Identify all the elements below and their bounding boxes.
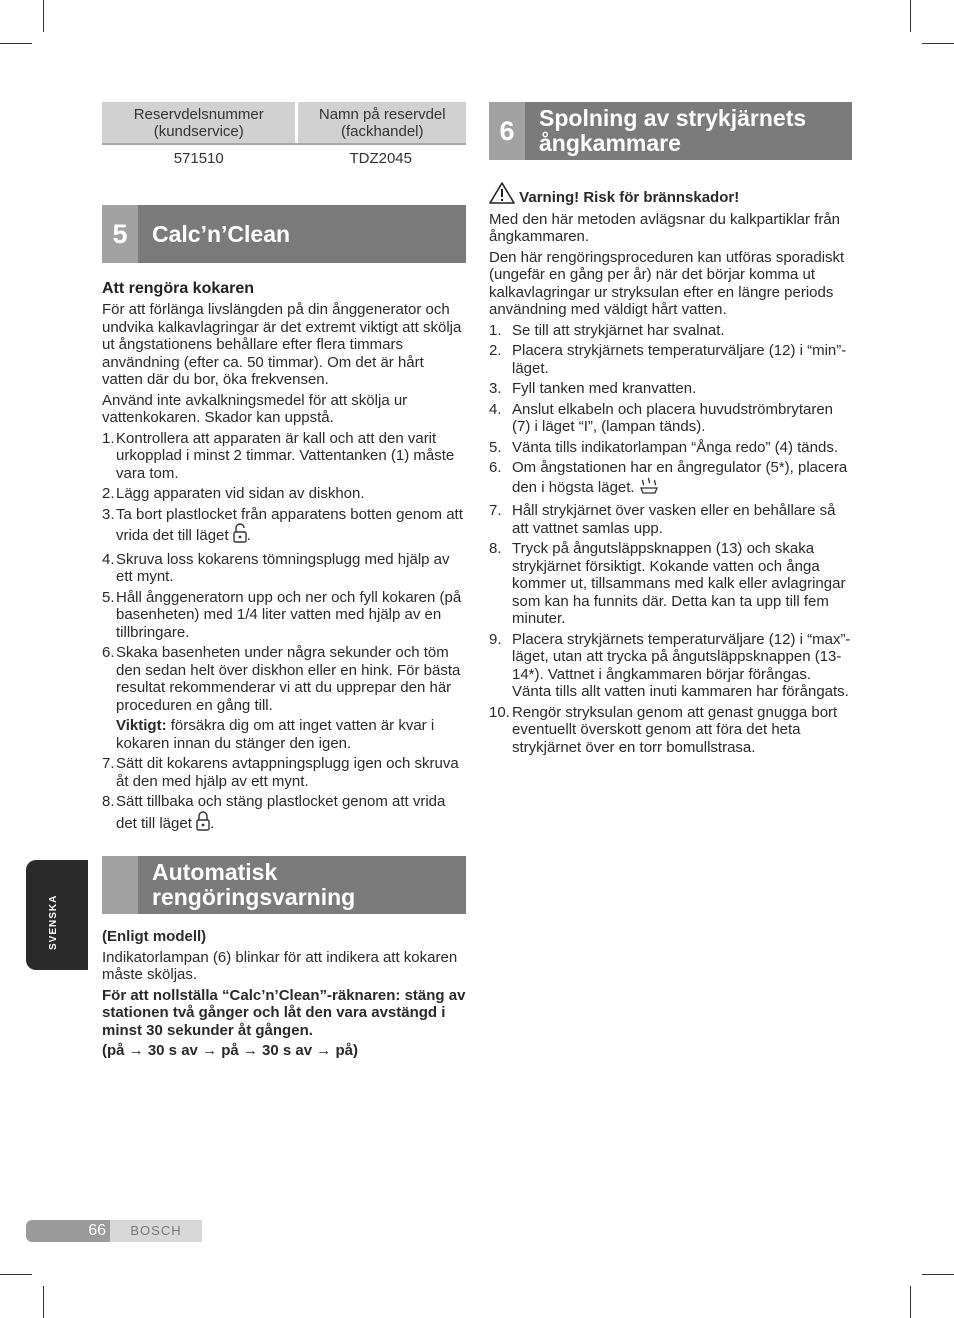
model-note: (Enligt modell)	[102, 928, 207, 945]
list-item: 6. Skaka basenheten under några sekunder och töm den sedan helt över diskhon eller en hink. För bästa resultat rekommenderar vi att du upprepar den här proceduren en gång till. Viktigt: försäkra dig om att inget vatten är kvar i kokaren innan du stänger den igen.	[102, 644, 461, 752]
list-item: 7. Håll strykjärnet över vasken eller en behållare så att vattnet samlas upp.	[489, 502, 836, 537]
warning-icon	[489, 182, 515, 209]
list-item: 7. Sätt dit kokarens avtappningsplugg igen och skruva åt den med hjälp av ett mynt.	[102, 755, 459, 790]
parts-header-number: Reservdelsnummer (kundservice)	[102, 102, 295, 143]
important-label: Viktigt:	[116, 717, 167, 734]
paragraph: Med den här metoden avlägsnar du kalkpartiklar från ångkammaren.	[489, 210, 841, 245]
paragraph: Den här rengöringsproceduren kan utföras sporadiskt (ungefär en gång per år) när det börjar komma ut kalkavlagringar ur stryksulan efter en längre periods användning med väldigt hårt vatten.	[489, 248, 845, 318]
crop-mark	[0, 43, 32, 44]
crop-mark	[922, 1274, 954, 1275]
list-item: 5. Vänta tills indikatorlampan “Ånga redo” (4) tänds.	[489, 438, 839, 456]
parts-header-name: Namn på reservdel (fackhandel)	[295, 102, 466, 143]
flushing-steps	[489, 322, 852, 757]
important-text: försäkra dig om att inget vatten är kvar i kokaren innan du stänger den igen.	[116, 717, 435, 752]
parts-cell-name: TDZ2045	[295, 143, 466, 168]
unlock-icon	[233, 523, 247, 548]
right-column	[489, 102, 852, 759]
list-item: 2. Lägg apparaten vid sidan av diskhon.	[102, 485, 365, 502]
list-item: 4. Skruva loss kokarens tömningsplugg med hjälp av ett mynt.	[102, 550, 450, 585]
list-item: 8. Tryck på ångutsläppsknappen (13) och skaka strykjärnet försiktigt. Kokande vatten och ånga kommer ut, tillsammans med kalk eller avlagringar som kan ha funnits där. Detta kan ta upp till fem minuter.	[489, 540, 846, 627]
reset-instructions: För att nollställa “Calc’n’Clean”-räknaren: stäng av stationen två gånger och låt den vara avstängd i minst 30 sekunder åt gången.	[102, 986, 466, 1039]
section-title: Automatisk rengöringsvarning	[152, 859, 356, 910]
list-item: 1. Se till att strykjärnet har svalnat.	[489, 321, 725, 339]
section-number-placeholder	[102, 856, 138, 914]
list-item: 2. Placera strykjärnets temperaturväljare (12) i “min”-läget.	[489, 342, 847, 377]
crop-mark	[922, 43, 954, 44]
list-item: 4. Anslut elkabeln och placera huvudströmbrytaren (7) i läget “I”, (lampan tänds).	[489, 400, 834, 435]
crop-mark	[43, 0, 44, 32]
section-number: 6	[489, 102, 525, 160]
page-number: 66	[26, 1220, 110, 1242]
reset-sequence: (på → 30 s av → på → 30 s av → på)	[102, 1042, 358, 1059]
language-tab	[26, 860, 88, 970]
crop-mark	[43, 1286, 44, 1318]
list-item: 10. Rengör stryksulan genom att genast gnugga bort eventuellt överskott genom att föra det heta strykjärnet över en torr bomullstrasa.	[489, 703, 838, 756]
list-item: 8. Sätt tillbaka och stäng plastlocket genom att vrida det till läget .	[102, 793, 466, 835]
auto-section-header	[102, 856, 466, 914]
parts-cell-number: 571510	[102, 143, 295, 168]
list-item: 3. Fyll tanken med kranvatten.	[489, 380, 697, 397]
language-label: SVENSKA	[48, 894, 59, 950]
page-footer	[26, 1220, 202, 1242]
brand-label: BOSCH	[110, 1220, 202, 1242]
list-item: 3. Ta bort plastlocket från apparatens botten genom att vrida det till läget .	[102, 506, 466, 548]
paragraph: För att förlänga livslängden på din ånggenerator och undvika kalkavlagringar är det extremt viktigt att skölja ut ångstationens behållare efter flera timmars användning (efter ca. 50 timmar). Om det är hårt vatten där du bor, öka frekvensen.	[102, 301, 462, 388]
spare-parts-table	[102, 102, 466, 168]
crop-mark	[910, 0, 911, 32]
steam-max-icon	[639, 477, 659, 500]
paragraph: Använd inte avkalkningsmedel för att skölja ur vattenkokaren. Skador kan uppstå.	[102, 391, 408, 426]
section-5-header	[102, 205, 466, 263]
list-item: 6. Om ångstationen har en ångregulator (5*), placera den i högsta läget.	[489, 459, 852, 499]
cleaning-steps	[102, 430, 466, 836]
warning-text: Varning! Risk för brännskador!	[519, 189, 740, 206]
crop-mark	[910, 1286, 911, 1318]
left-column	[102, 102, 466, 1063]
lock-icon	[196, 811, 210, 836]
subheading: Att rengöra kokaren	[102, 280, 255, 297]
section-title: Spolning av strykjärnets ångkammare	[539, 105, 807, 156]
crop-mark	[0, 1274, 32, 1275]
section-6-header	[489, 102, 852, 160]
section-number: 5	[102, 205, 138, 263]
list-item: 1. Kontrollera att apparaten är kall och att den varit urkopplad i minst 2 timmar. Vattentanken (1) måste vara tom.	[102, 429, 455, 482]
list-item: 5. Håll ånggeneratorn upp och ner och fyll kokaren (på basenheten) med 1/4 liter vatten med hjälp av en tillbringare.	[102, 588, 462, 641]
list-item: 9. Placera strykjärnets temperaturväljare (12) i “max”-läget, utan att trycka på ångutsläppsknappen (13-14*). Vattnet i ångkammaren börjar förångas. Vänta tills allt vatten inuti kammaren har förångats.	[489, 630, 851, 700]
section-title: Calc’n’Clean	[152, 220, 291, 247]
paragraph: Indikatorlampan (6) blinkar för att indikera att kokaren måste sköljas.	[102, 948, 458, 983]
